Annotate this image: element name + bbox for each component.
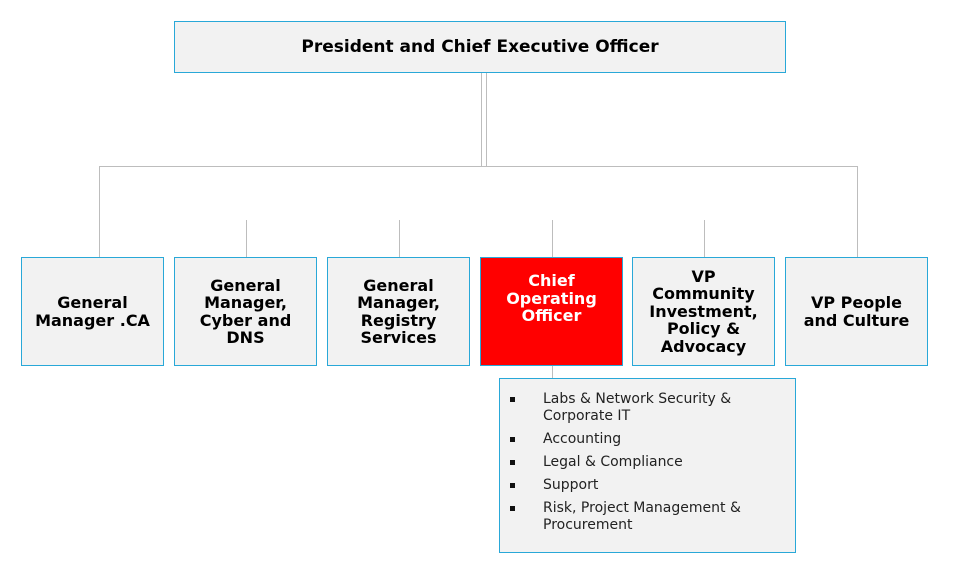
role-title: General Manager, Registry Services: [357, 275, 440, 347]
list-item: [500, 454, 775, 471]
role-title: General Manager, Cyber and DNS: [199, 275, 292, 347]
role-title: VP People and Culture: [803, 293, 910, 330]
bullet-icon: [510, 506, 515, 511]
bullet-icon: [510, 483, 515, 488]
role-title: VP Community Investment, Policy & Advocacy: [649, 266, 758, 356]
bullet-icon: [510, 460, 515, 465]
role-box-vp-community: [632, 257, 775, 366]
department-label: Risk, Project Management & Procurement: [543, 500, 741, 533]
role-box-vp-people: [785, 257, 928, 366]
coo-departments-list: [500, 391, 775, 534]
role-box-coo: [480, 257, 623, 366]
department-label: Accounting: [543, 431, 622, 447]
department-label: Legal & Compliance: [543, 454, 683, 470]
list-item: [500, 477, 775, 494]
branch-horizontal-line: [99, 166, 858, 167]
role-title: General Manager .CA: [35, 293, 150, 330]
bullet-icon: [510, 437, 515, 442]
stub-line-coo: [552, 220, 553, 257]
role-box-gm-registry: [327, 257, 470, 366]
list-item: [500, 391, 775, 425]
ceo-connector-line-b: [486, 73, 487, 166]
ceo-connector-line-a: [481, 73, 482, 166]
coo-departments-box: [499, 378, 796, 553]
list-item: [500, 500, 775, 534]
stub-line-gm-registry: [399, 220, 400, 257]
branch-line-gm-ca: [99, 166, 100, 257]
ceo-box: [174, 21, 786, 73]
stub-line-vp-community: [704, 220, 705, 257]
coo-to-departments-line: [552, 366, 553, 378]
bullet-icon: [510, 397, 515, 402]
department-label: Support: [543, 477, 599, 493]
branch-line-vp-people: [857, 166, 858, 257]
stub-line-gm-cyber: [246, 220, 247, 257]
role-box-gm-cyber-dns: [174, 257, 317, 366]
role-box-gm-ca: [21, 257, 164, 366]
ceo-title: President and Chief Executive Officer: [301, 37, 659, 57]
department-label: Labs & Network Security & Corporate IT: [543, 391, 732, 424]
list-item: [500, 431, 775, 448]
role-title: Chief Operating Officer: [506, 271, 597, 325]
